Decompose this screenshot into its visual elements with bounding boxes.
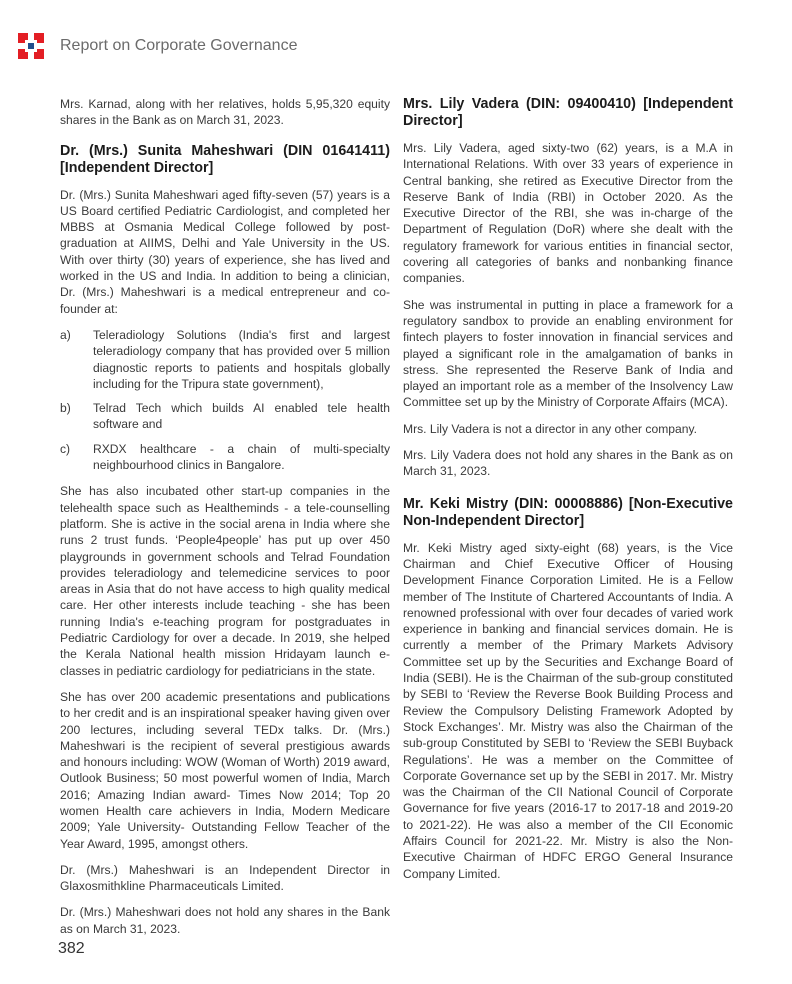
paragraph-vadera-role: She was instrumental in putting in place a framework for a regulatory sandbox to provide an enabling environment for fintech players to foster innovation in financial services and played a significant role in the amalgamation of banks in stress. She represented the Reserve Bank of India and played an important role as a member of the Insolvency Law Committee set up by the Ministry of Corporate Affairs (MCA).: [403, 297, 733, 410]
paragraph-mistry-bio: Mr. Keki Mistry aged sixty-eight (68) years, is the Vice Chairman and Chief Executive Officer of Housing Development Finance Corporation Limited. He is a Fellow member of The Institute of Chartered Accountants of India. A renowned professional with over four decades of varied work experience in banking and financial services domain. He is currently a member of the Primary Markets Advisory Committee set up by the Securities and Exchange Board of India (SEBI). He is the Chairman of the sub-group constituted by SEBI to ‘Review the Reverse Book Building Process and Review the Compulsory Delisting Framework Adopted by Stock Exchanges’. Mr. Mistry was also the Chairman of the sub-group Constituted by SEBI to ‘Review the SEBI Buyback Regulations’. He was a member on the Committee of Corporate Governance set up by the SEBI in 2017. Mr. Mistry was the Chairman of the CII National Council of Corporate Governance for five years (2016-17 to 2017-18 and 2019-20 to 2021-22). He was also a member of the CII Economic Affairs Council for 2021-22. Mr. Mistry is also the Non-Executive Chairman of HDFC ERGO General Insurance Company Limited.: [403, 540, 733, 881]
list-marker: a): [60, 327, 71, 342]
list-marker: b): [60, 401, 71, 416]
paragraph-maheshwari-directorship: Dr. (Mrs.) Maheshwari is an Independent Director in Glaxosmithkline Pharmaceuticals Limited.: [60, 862, 390, 894]
left-column: [60, 96, 390, 947]
list-item: [60, 441, 390, 474]
paragraph-vadera-shares: Mrs. Lily Vadera does not hold any shares in the Bank as on March 31, 2023.: [403, 448, 733, 479]
list-marker: c): [60, 441, 71, 456]
page-header: [18, 30, 297, 62]
heading-sunita-maheshwari: Dr. (Mrs.) Sunita Maheshwari (DIN 01641411) [Independent Director]: [60, 142, 390, 176]
paragraph-maheshwari-awards: She has over 200 academic presentations and publications to her credit and is an inspirational speaker having given over 200 lectures, including several TEDx talks. Dr. (Mrs.) Maheshwari is the recipient of several prestigious awards and honours including: WOW (Woman of Worth) 2019 award, Outlook Business; 50 most powerful women of India, March 2016; Amazing Indian award- Times Now 2014; Top 20 women Health care achievers in India, Modern Medicare 2009; Yale University- Outstanding Fellow Teacher of the Year Award, 1995, amongst others.: [60, 689, 390, 851]
right-column: [403, 96, 733, 892]
list-item: [60, 400, 390, 433]
paragraph-maheshwari-shares: Dr. (Mrs.) Maheshwari does not hold any shares in the Bank as on March 31, 2023.: [60, 905, 390, 936]
bank-logo-icon: [18, 33, 44, 59]
list-item-text: Teleradiology Solutions (India's first and largest teleradiology company that has provided over 5 million diagnostic reports to patients and hospitals globally including for the Tripura state government),: [93, 327, 390, 391]
list-item-text: RXDX healthcare - a chain of multi-specialty neighbourhood clinics in Bangalore.: [93, 441, 390, 473]
heading-keki-mistry: Mr. Keki Mistry (DIN: 00008886) [Non-Executive Non-Independent Director]: [403, 495, 733, 529]
paragraph-maheshwari-startups: She has also incubated other start-up companies in the telehealth space such as Healtheminds - a tele-counselling platform. She is active in the social arena in India where she runs 2 trust funds. ‘People4people’ has put up over 450 playgrounds in government schools and Telrad Foundation provides teleradiology and telemedicine services to poor areas in Asia that do not have access to high quality medical care. Her other interests include teaching - she has been running India's e-teaching program for postgraduates in Pediatric Cardiology for over a decade. In 2019, she helped the Kerala National health mission Hridayam launch e-classes in pediatric cardiology for pediatricians in the state.: [60, 484, 390, 678]
paragraph-karnad-shares: Mrs. Karnad, along with her relatives, holds 5,95,320 equity shares in the Bank as on March 31, 2023.: [60, 97, 390, 128]
cofounder-list: [60, 327, 390, 473]
list-item-text: Telrad Tech which builds AI enabled tele health software and: [93, 401, 390, 432]
heading-lily-vadera: Mrs. Lily Vadera (DIN: 09400410) [Independent Director]: [403, 96, 733, 129]
paragraph-vadera-bio: Mrs. Lily Vadera, aged sixty-two (62) years, is a M.A in International Relations. With over 33 years of experience in Central banking, she retired as Executive Director from the Reserve Bank of India (RBI) in October 2020. As the Executive Director of the RBI, she was in-charge of the Department of Regulation (DoR) where she dealt with the regulatory framework for various entities in financial sector, covering all categories of banks and nonbanking finance companies.: [403, 141, 733, 286]
list-item: [60, 327, 390, 392]
page-title: Report on Corporate Governance: [60, 37, 298, 54]
paragraph-maheshwari-bio: Dr. (Mrs.) Sunita Maheshwari aged fifty-seven (57) years is a US Board certified Pediatric Cardiologist, and completed her MBBS at Osmania Medical College followed by post-graduation at AIIMS, Delhi and Yale University in the US. With over thirty (30) years of experience, she has lived and worked in the US and India. In addition to being a clinician, Dr. (Mrs.) Maheshwari is a medical entrepreneur and co-founder at:: [60, 187, 390, 316]
paragraph-vadera-directorship: Mrs. Lily Vadera is not a director in any other company.: [403, 421, 697, 436]
page-number: 382: [58, 940, 85, 957]
